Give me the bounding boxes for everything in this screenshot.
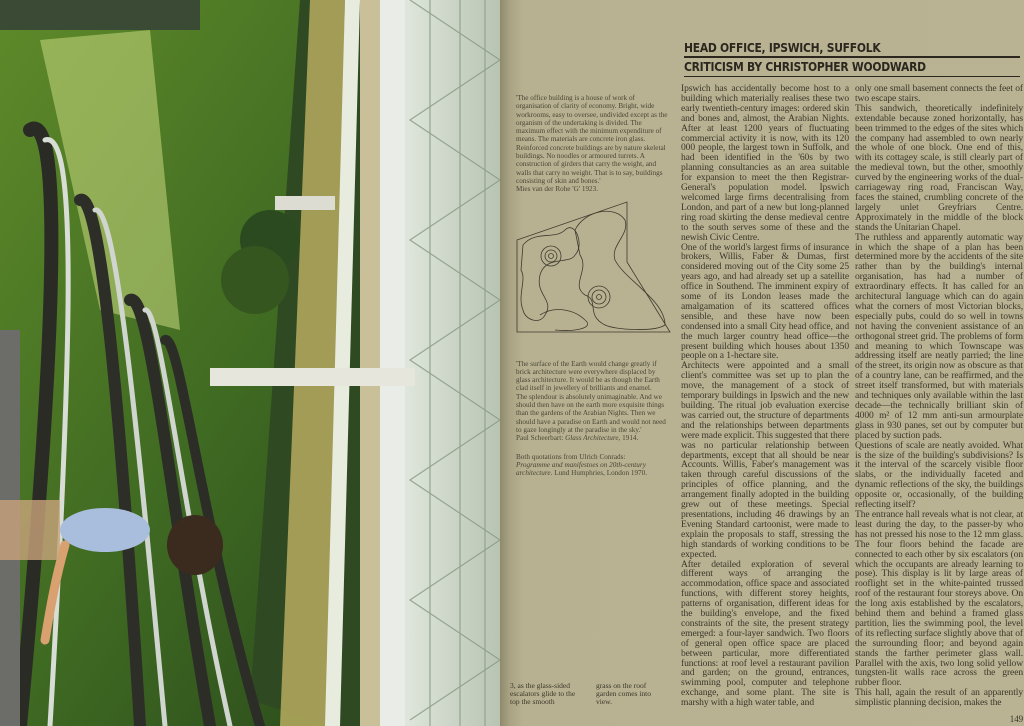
title-rule	[684, 56, 1020, 58]
credit-publisher: . Lund Humphries, London 1970.	[550, 469, 648, 478]
article-byline: CRITICISM BY CHRISTOPHER WOODWARD	[684, 59, 926, 74]
paragraph: This hall, again the result of an apparently simplistic planning decision, makes the	[855, 687, 1023, 709]
quote-scheerbart	[516, 360, 668, 443]
paragraph: only one small basement connects the feet of two escape stairs.	[855, 83, 1023, 104]
article-title: HEAD OFFICE, IPSWICH, SUFFOLK	[684, 40, 881, 55]
escalator-atrium-photo	[0, 0, 503, 726]
paragraph: The ruthless and apparently automatic way in which the shape of a plan has been determined more by the accidents of the site rather than by the building's internal organisation, has had a number of extraordinary effects. It has called for an architectural language which can do again what the corners of most Victorian blocks, especially pubs, could do so well in towns not having the convenient assistance of an orthogonal street grid. The problems of form and meaning to which Townscape was addressing itself are neatly parried; the line of the street, its origin now as obscure as that of a country lane, can be reaffirmed, and the street itself transformed, but with materials and techniques only available within the last decade—the technically brilliant skin of 4000 m² of 12 mm anti-sun armourplate glass in 930 panes, set out by computer but placed by suction pads.	[855, 231, 1023, 441]
source-author: Paul Scheerbart:	[516, 434, 566, 443]
quote-source: Mies van der Rohe 'G' 1923.	[516, 185, 599, 194]
credit-book-title: Programme and manifestoes on 20th-century architecture	[516, 460, 646, 478]
paragraph: This sandwich, theoretically indefinitely extendable because zoned horizontally, has been trimmed to the edges of the sites which the company had assembled to own nearly the whole of one block. One end of this, with its cottagey scale, is still clearly part of the medieval town, but the other, smoothly curved by the engineering works of the dual-carriageway ring road, Franciscan Way, faces the stained, crumbling concrete of the largely unlet Greyfriars Centre. Approximately in the middle of the block stands the Unitarian Chapel.	[855, 102, 1023, 233]
paragraph: One of the world's largest firms of insurance brokers, Willis, Faber & Dumas, first considered moving out of the City some 25 years ago, and had already set up a satellite office in Southend. The imminent expiry of some of its London leases made the amalgamation of its scattered offices sensible, and these have now been condensed into a small City head office, and the much larger country head office—the present building which houses about 1350 people on a 1-hectare site.	[681, 241, 849, 362]
source-year: , 1914.	[618, 434, 639, 443]
quotation-sidebar	[516, 94, 668, 477]
source-title: Glass Architecture	[565, 434, 619, 443]
paragraph: Ipswich has accidentally become host to a building which materially realises these two early twentieth-century images: ordered skin and bones and, almost, the Arabian Nights. After at least 1200 years of fluctuating commercial activity it is now, with its 120 000 people, the largest town in Suffolk, and had been identified in the '60s by two planning consultancies as an area suitable for expansion to meet the then Registrar-General's population model. Ipswich welcomed large firms decentralising from London, and part of a new but long-planned ring road skirting the dense medieval centre to the south serves some of these and the newish Civic Centre.	[681, 83, 849, 243]
photo-caption: 3, as the glass-sided escalators glide to the top the smooth	[510, 681, 576, 706]
paragraph: Architects were appointed and a small client's committee was set up to plan the move, the management of a stock of temporary buildings in Ipswich and the new building. The ritual job evaluation exercise was carried out, the structure of departments and the relationships between departments were made explicit. This suggested that there was no particular relationship between departments, except that all should be near Accounts. Willis, Faber's management was taken through careful discussions of the principles of office planning, and the arrangement finally adopted in the building grew out of these meetings. Special presentations, including 46 drawings by an Evening Standard cartoonist, were made to explain the proposals to staff, stressing the high standards of working conditions to be expected.	[681, 360, 849, 560]
credit-lead: Both quotations from Ulrich Conrads:	[516, 452, 626, 461]
byline-rule	[684, 76, 1020, 77]
page-number: 149	[1009, 714, 1023, 725]
site-plan-drawing	[515, 200, 673, 334]
body-column-1	[681, 84, 849, 708]
paragraph: After detailed exploration of several different ways of arranging the accommodation, office space and associated functions, with different storey heights, patterns of organisation, different ideas for the building's envelope, and the fixed constraints of the site, the present strategy emerged: a four-layer sandwich. Two floors of general open office space are placed between particular, more differentiated functions: at roof level a restaurant pavilion and garden; on the ground, entrances, swimming pool, computer and telephone exchange, and some plant. The site is marshy with a high water table, and	[681, 558, 849, 709]
paragraph: Questions of scale are neatly avoided. What is the size of the building's subdivisions? Is it the interval of the scarcely visible floor slabs, or the individually faceted and dynamic reflections of the sky, the buildings opposite or, occasionally, of the building reflecting itself?	[855, 439, 1023, 511]
photo-caption-continued: grass on the roof garden comes into view.	[596, 681, 651, 706]
quote-text-continued: The splendour is absolutely unimaginable. And we should then have on the earth more exquisite things than the gardens of the Arabian Nights. Then we should have a paradise on Earth and would not need to gaze longingly at the paradise in the sky.'	[516, 392, 666, 434]
quote-text: 'The office building is a house of work of organisation of clarity of economy. Bright, wide workrooms, easy to oversee, undivided except as the organism of the undertaking is divided. The maximum effect with the minimum expenditure of means. The materials are concrete iron glass. Reinforced concrete buildings are by nature skeletal buildings. No noodles or armoured turrets. A construction of girders that carry the weight, and walls that carry no weight. That is to say, buildings consisting of skin and bones.'	[516, 94, 668, 185]
quote-text: 'The surface of the Earth would change greatly if brick architecture were everywhere displaced by glass architecture. It would be as though the Earth clad itself in jewellery of brilliants and enamel.	[516, 359, 660, 393]
quote-mies	[516, 94, 668, 194]
paragraph: The entrance hall reveals what is not clear, at least during the day, to the passer-by who has not pressed his nose to the 12 mm glass. The four floors behind the facade are connected to each other by six escalators (on which the occupants are already learning to pose). This display is lit by large areas of rooflight set in the white-painted trussed roof of the restaurant four storeys above. On the long axis established by the escalators, behind them and behind a framed glass partition, lies the swimming pool, the level of its reflecting surface slightly above that of the surrounding floor; and beyond again stands the farther perimeter glass wall. Parallel with the axis, two long solid yellow tungsten-lit walls race across the green rubber floor.	[855, 508, 1023, 689]
body-column-2	[855, 84, 1023, 724]
article-page	[500, 0, 1024, 726]
quote-source	[516, 434, 668, 442]
quotations-credit	[516, 453, 668, 478]
